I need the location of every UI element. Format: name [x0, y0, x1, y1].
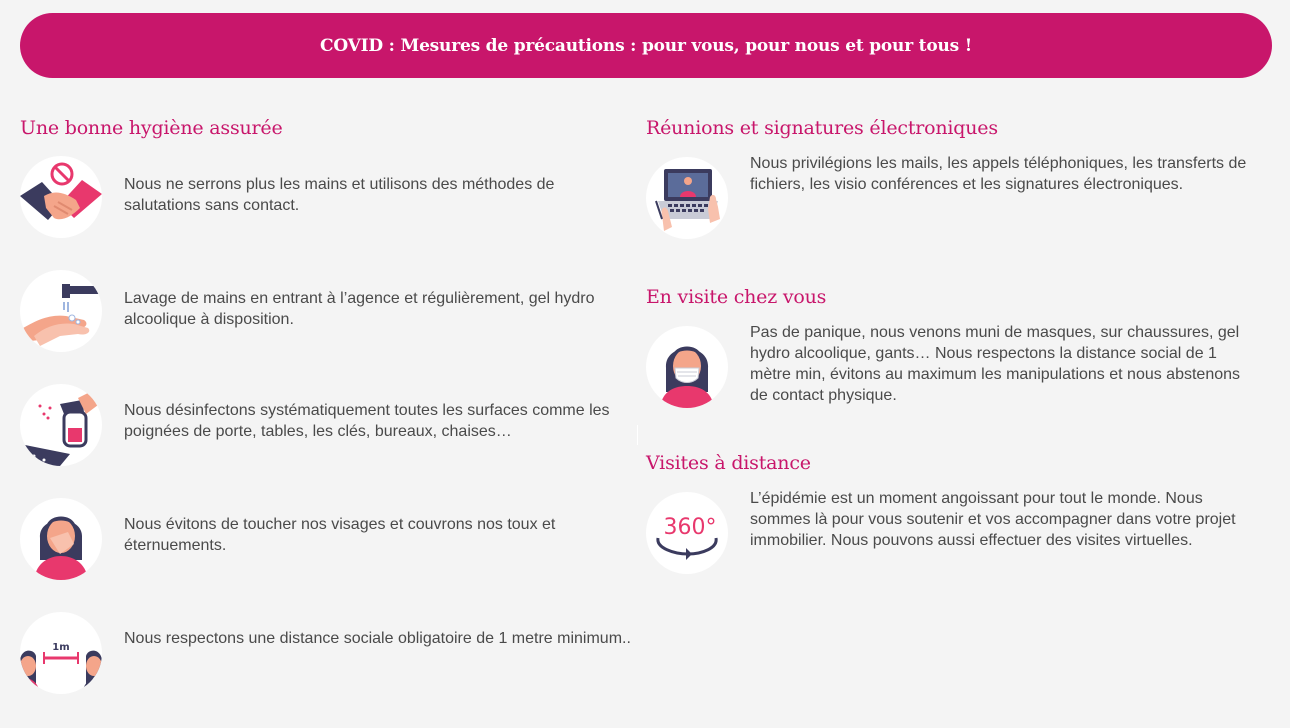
virtual-visit-section-title: Visites à distance: [646, 452, 811, 474]
virtual-visit-item: [646, 492, 1260, 574]
covid-banner: [20, 13, 1272, 78]
disinfect-spray-icon: [20, 384, 102, 466]
distance-label: 1m: [52, 642, 70, 653]
column-divider: [637, 425, 638, 445]
meetings-text: Nous privilégions les mails, les appels téléphoniques, les transferts de fichiers, les visio conférences et les signatures électroniques.: [750, 155, 1247, 193]
hygiene-item-text: Lavage de mains en entrant à l’agence et régulièrement, gel hydro alcoolique à disposition.: [124, 290, 595, 328]
hygiene-item-text: Nous désinfectons systématiquement toutes les surfaces comme les poignées de porte, tables, les clés, bureaux, chaises…: [124, 402, 610, 440]
virtual-tour-360-icon: [646, 492, 728, 574]
hygiene-item-cover-face: [20, 498, 634, 580]
hygiene-item-text: Nous évitons de toucher nos visages et couvrons nos toux et éternuements.: [124, 516, 556, 554]
hygiene-section-title: Une bonne hygiène assurée: [20, 117, 283, 139]
home-visit-text: Pas de panique, nous venons muni de masques, sur chaussures, gel hydro alcoolique, gants… Nous respectons la distance social de 1 mètre min, évitons au maximum les manipulations et nous abstenons de contact physique.: [750, 324, 1241, 404]
no-handshake-icon: [20, 156, 102, 238]
hand-washing-icon: [20, 270, 102, 352]
hygiene-item-text: Nous respectons une distance sociale obligatoire de 1 metre minimum..: [124, 630, 631, 647]
hygiene-item-distance: [20, 612, 634, 694]
hygiene-item-handshake: [20, 156, 634, 238]
masked-woman-icon: [646, 326, 728, 408]
meetings-section-title: Réunions et signatures électroniques: [646, 117, 998, 139]
home-visit-item: [646, 326, 1260, 408]
hygiene-item-handwash: [20, 270, 634, 352]
hygiene-item-text: Nous ne serrons plus les mains et utilisons des méthodes de salutations sans contact.: [124, 176, 555, 214]
virtual-visit-text: L’épidémie est un moment angoissant pour tout le monde. Nous sommes là pour vous soutenir et vos accompagner dans votre projet immobilier. Nous pouvons aussi effectuer des visites virtuelles.: [750, 490, 1236, 549]
video-call-laptop-icon: [646, 157, 728, 239]
cover-face-icon: [20, 498, 102, 580]
home-visit-section-title: En visite chez vous: [646, 286, 827, 308]
hygiene-item-disinfect: [20, 384, 634, 466]
social-distance-icon: [20, 612, 102, 694]
meetings-item: [646, 157, 1260, 239]
banner-title: COVID : Mesures de précautions : pour vous, pour nous et pour tous !: [320, 35, 972, 56]
tour-label: 360°: [663, 515, 717, 540]
